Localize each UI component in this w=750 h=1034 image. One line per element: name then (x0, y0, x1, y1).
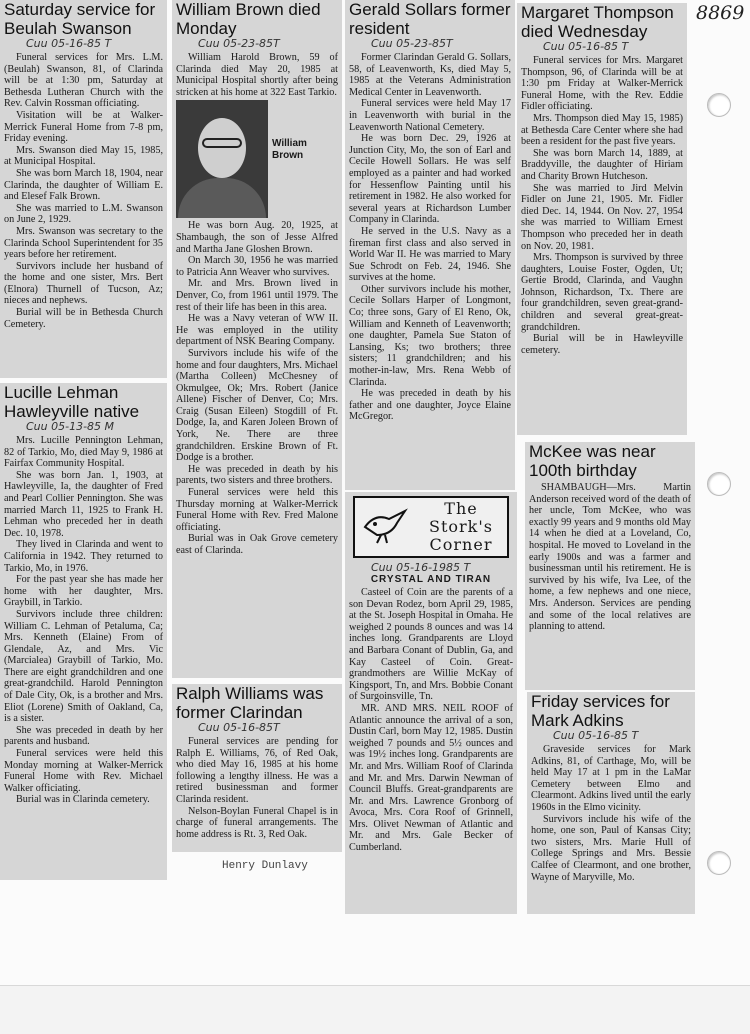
obituary-william-brown (172, 0, 342, 678)
storks-corner-logo (353, 496, 509, 558)
headline: Ralph Williams was former Clarindan (176, 684, 324, 722)
headline: Margaret Thompson died Wednesday (521, 3, 674, 41)
paragraph: Funeral services for Mrs. L.M. (Beulah) Swanson, 81, of Clarinda will be at 1:30 pm, Saturday at Bethesda Lutheran Church with the Rev. Calvin Rossman officiating. (4, 52, 163, 110)
paragraph: Survivors include his wife of the home and four daughters, Mrs. Michael (Martha Colleen) McChesney of Okmulgee, Ok; Mrs. Robert (Janice Allene) Fischer of Denver, Co; Mrs. Craig (Susan Eileen) Stogdill of Ft. Dodge, Ia, and Karen Joleen Brown of York, Ne. There are three grandchildren. Erskine Brown of Ft. Dodge is a brother. (176, 347, 338, 464)
paragraph: Burial will be in Hawleyville cemetery. (521, 333, 683, 356)
page-bottom-edge (0, 985, 750, 1034)
photo-face (198, 118, 246, 178)
obituary-tom-mckee (525, 442, 695, 690)
paragraph: She was born Jan. 1, 1903, at Hawleyville, Ia, the daughter of Fred and Pearl Collier Pennington. She was married March 11, 1925 to Frank H. Lehman who preceded her in death Dec. 10, 1978. (4, 469, 163, 539)
date-stamp: Cuu 05-16-85 T (553, 729, 639, 742)
paragraph: They lived in Clarinda and went to California in 1942. They returned to Tarkio, Mo, in 1976. (4, 539, 163, 574)
article-body (176, 52, 338, 557)
paragraph: Mrs. Lucille Pennington Lehman, 82 of Tarkio, Mo, died May 9, 1986 at Fairfax Community Hospital. (4, 435, 163, 470)
article-body (349, 52, 511, 423)
page-number: 8869 (696, 2, 745, 24)
paragraph: He was a Navy veteran of WW II. He was employed in the utility department of NSK Bearing Company. (176, 313, 338, 348)
paragraph: Funeral services for Mrs. Margaret Thompson, 96, of Clarinda will be at 1:30 pm Friday at Walker-Merrick Funeral Home, with the Rev. Eddie Fidler officiating. (521, 55, 683, 113)
paragraph: Graveside services for Mark Adkins, 81, of Carthage, Mo, will be held May 17 at 1 pm in the LaMar Cemetery between Elmo and Clearmont. Adkins lived until the early 1960s in the Elmo vicinity. (531, 744, 691, 813)
paragraph: He served in the U.S. Navy as a fireman first class and also served in World War II. He was married to Mary Sue Schrodt on Feb. 24, 1946. She survives at the home. (349, 225, 511, 284)
obituary-beulah-swanson (0, 0, 167, 378)
paragraph: Survivors include her husband of the home and one sister, Mrs. Bert (Elnora) Thurnell of Tucson, Az; nieces and nephews. (4, 260, 163, 307)
date-stamp: Cuu 05-16-1985 T (371, 561, 471, 574)
binder-hole (707, 851, 731, 875)
date-stamp: Cuu 05-16-85 T (543, 40, 629, 53)
paragraph: Survivors include his wife of the home, one son, Paul of Kansas City; two sisters, Mrs. Marie Hull of College Springs and Mrs. Bessie Calfee of Clearmont, and one brother, Wayne of Maryville, Mo. (531, 813, 691, 883)
paragraph: Nelson-Boylan Funeral Chapel is in charge of funeral arrangements. The home address is Rt. 3, Red Oak. (176, 805, 338, 840)
article-body (521, 55, 683, 356)
date-stamp: Cuu 05-23-85T (198, 37, 280, 50)
paragraph: She was preceded in death by her parents and husband. (4, 724, 163, 748)
article-body (349, 587, 513, 854)
paragraph: Casteel of Coin are the parents of a son Devan Rodez, born April 29, 1985, at the St. Joseph Hospital in Omaha. He weighed 2 pounds 8 ounces and was 14 inches long. Grandparents are Lloyd and Barbara Conant of Dublin, Ga, and Kay Casteel of Coin. Great-grandmothers are Willie McKay of Kingsport, Tn, and Mrs. Bobbie Conant of Surgoinsville, Tn. (349, 587, 513, 703)
subhead: CRYSTAL AND TIRAN (370, 574, 492, 585)
paragraph: Funeral services are pending for Ralph E. Williams, 76, of Red Oak, who died May 16, 1985 at his home following a lengthy illness. He was a retired businessman and former Clarinda resident. (176, 736, 338, 805)
headline: Gerald Sollars former resident (349, 0, 511, 38)
storks-corner-births (345, 492, 517, 914)
binder-hole (707, 93, 731, 117)
paragraph: MR. AND MRS. NEIL ROOF of Atlantic announce the arrival of a son, Dustin Carl, born May 12, 1985. Dustin weighed 7 pounds and 5½ ounces and was 19½ inches long. Grandparents are Mr. and Mrs. William Roof of Clarinda and Mr. and Mrs. Darwin Newman of Council Bluffs. Great-grandparents are Mr. and Mrs. Lawrence Gronborg of Avoca, Mrs. Cora Roof of Grinnell, Mrs. Olivet Newman of Atlantic and Mr. and Mrs. Gale Becker of Cumberland. (349, 702, 513, 854)
headline: William Brown died Monday (176, 0, 321, 38)
paragraph: Funeral services were held May 17 in Leavenworth with burial in the Leavenworth National Cemetery. (349, 98, 511, 133)
paragraph: Burial was in Oak Grove cemetery east of Clarinda. (176, 533, 338, 556)
paragraph: Burial will be in Bethesda Church Cemetery. (4, 307, 163, 330)
date-stamp: Cuu 05-23-85T (371, 37, 453, 50)
article-body (4, 52, 163, 330)
obituary-margaret-thompson (517, 3, 687, 435)
photo-glasses (202, 138, 242, 148)
paragraph: Mrs. Thompson died May 15, 1985) at Bethesda Care Center where she had been a resident for the past five years. (521, 112, 683, 148)
article-body (531, 744, 691, 883)
date-stamp: Cuu 05-16-85 T (26, 37, 112, 50)
article-body (4, 435, 163, 806)
paragraph: She was married to L.M. Swanson on June 2, 1929. (4, 202, 163, 226)
paragraph: William Harold Brown, 59 of Clarinda died May 20, 1985 at Municipal Hospital shortly after being stricken at his home at 322 East Tarkio. (176, 52, 338, 98)
paragraph: Other survivors include his mother, Cecile Sollars Harper of Longmont, Co; three sons, Gary of El Reno, Ok, William and Kenneth of Leavenworth; one daughter, Pamela Sue Staton of Lansing, Ks; two brothers; three sisters; 11 grandchildren; and his mother-in-law, Mrs. Rena Webb of Clarinda. (349, 283, 511, 388)
paragraph: Funeral services were held this Thursday morning at Walker-Merrick Funeral Home with Rev. Fred Malone officiating. (176, 487, 338, 533)
paragraph: Former Clarindan Gerald G. Sollars, 58, of Leavenworth, Ks, died May 5, 1985 at the Veterans Administration Medical Center in Leavenworth. (349, 52, 511, 98)
photo-shoulders (178, 178, 266, 218)
headline: Saturday service for Beulah Swanson (4, 0, 156, 38)
headline: Lucille Lehman Hawleyville native (4, 383, 140, 421)
paragraph: Burial was in Clarinda cemetery. (16, 794, 150, 806)
paragraph: Mrs. Swanson died May 15, 1985, at Municipal Hospital. (4, 144, 163, 168)
paragraph: Funeral services were held this Monday morning at Walker-Merrick Funeral Home with Rev. Michael Walker officiating. (4, 748, 163, 794)
paragraph: Survivors include three children: William C. Lehman of Petaluma, Ca; Mrs. Kenneth (Elaine) From of Glendale, Az, and Mrs. Vic (Marcialea) Graybill of Tarkio, Mo. There are eight grandchildren and one great-grandchild. Harold Pennington of Dale City, Ok, is a brother and Mrs. Eliot (Lorene) Smith of Oakland, Ca, is a sister. (4, 608, 163, 725)
partial-headline-fragment: Henry Dunlavy (222, 860, 308, 872)
obituary-ralph-williams (172, 684, 342, 852)
paragraph: Mr. and Mrs. Brown lived in Denver, Co, from 1961 until 1979. The rest of their life has been in this area. (176, 278, 338, 313)
headline: McKee was near 100th birthday (529, 442, 656, 480)
paragraph: He was preceded in death by his father and one daughter, Joyce Elaine McGregor. (349, 388, 511, 423)
obituary-gerald-sollars (345, 0, 515, 490)
paragraph: For the past year she has made her home with her daughter, Mrs. Graybill, in Tarkio. (4, 574, 163, 609)
paragraph: SHAMBAUGH—Mrs. Martin Anderson received word of the death of her uncle, Tom McKee, who was exactly 99 years and 9 months old May 14 when he died at a Loveland, Co, hospital. He moved to Loveland in the early 1900s and was a farmer and businessman until his retirement. He is survived by his wife, Iva Lee, of the home, a few nephews and one niece, Mrs. Anderson. Services are pending and some of the local relatives are planning to attend. (529, 482, 691, 633)
portrait-photo (176, 100, 268, 218)
paragraph: Mrs. Swanson was secretary to the Clarinda School Superintendent for 35 years before her retirement. (4, 225, 163, 261)
paragraph: She was born March 14, 1889, at Braddyville, the daughter of Hiriam and Charity Brown Hutcheson. (521, 147, 683, 182)
photo-block (176, 98, 338, 220)
binder-hole (707, 472, 731, 496)
paragraph: He was preceded in death by his parents, two sisters and three brothers. (176, 463, 338, 487)
photo-caption: William Brown (272, 138, 307, 162)
headline: Friday services for Mark Adkins (531, 692, 670, 730)
paragraph: On March 30, 1956 he was married to Patricia Ann Weaver who survives. (176, 255, 338, 278)
date-stamp: Cuu 05-16-85T (198, 721, 280, 734)
article-body (176, 736, 338, 840)
article-body (529, 482, 691, 633)
paragraph: He was born Dec. 29, 1926 at Junction City, Mo, the son of Earl and Cecile Howell Sollars. He was self employed as a painter and had worked for Hessenflow Painting until his retirement in 1982. He also worked for several years at Richardson Lumber Company in Clarinda. (349, 133, 511, 226)
date-stamp: Cuu 05-13-85 M (26, 420, 115, 433)
obituary-mark-adkins (527, 692, 695, 914)
paragraph: Visitation will be at Walker-Merrick Funeral Home from 7-8 pm, Friday evening. (4, 109, 163, 145)
stork-icon (355, 505, 415, 550)
storks-corner-title: The Stork's Corner (429, 499, 493, 554)
obituary-lucille-lehman (0, 383, 167, 880)
paragraph: She was born March 18, 1904, near Clarinda, the daughter of William E. and Elesef Falk Brown. (4, 167, 163, 203)
paragraph: Mrs. Thompson is survived by three daughters, Louise Foster, Ogden, Ut; Gertie Brodd, Clarinda, and Vaughn Johnson, Richardson, Tx. There are four grandchildren, seven great-grand-children and several great-great-grandchildren. (521, 252, 683, 333)
paragraph: He was born Aug. 20, 1925, at Shambaugh, the son of Jesse Alfred and Martha Jane Gloshen Brown. (176, 220, 338, 255)
paragraph: She was married to Jird Melvin Fidler on June 21, 1905. Mr. Fidler died Dec. 14, 1944. On Nov. 27, 1954 she was married to William Ernest Thompson who preceded her in death on Nov. 20, 1981. (521, 182, 683, 252)
